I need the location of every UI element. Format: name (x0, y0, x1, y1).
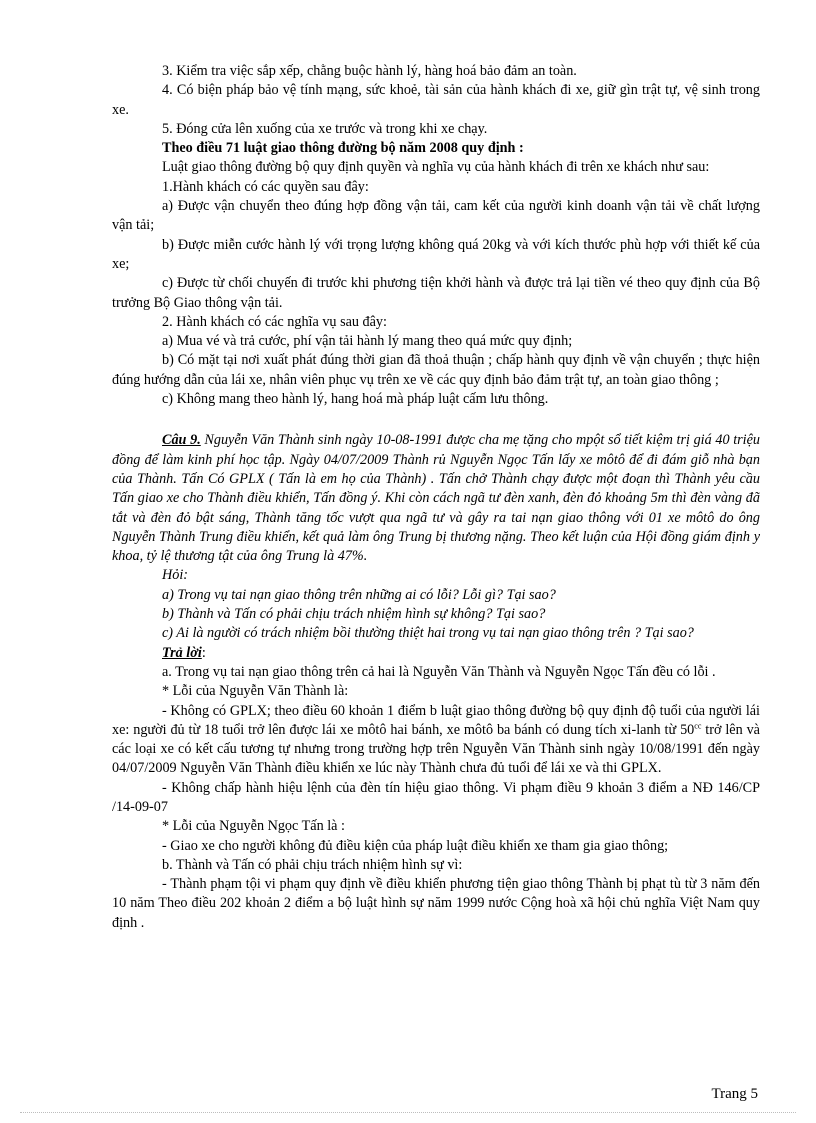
paragraph: 2. Hành khách có các nghĩa vụ sau đây: (162, 313, 387, 330)
superscript: cc (694, 721, 702, 731)
paragraph: b) Được miễn cước hành lý với trọng lượng không quá 20kg và với kích thước phù hợp với thiết kế của xe; (112, 236, 760, 272)
paragraph: a) Mua vé và trả cước, phí vận tải hành lý mang theo quá mức quy định; (162, 333, 573, 350)
section-heading: Theo điều 71 luật giao thông đường bộ năm 2008 quy định : (162, 140, 524, 157)
paragraph: Luật giao thông đường bộ quy định quyền và nghĩa vụ của hành khách đi trên xe khách như sau: (162, 159, 710, 176)
answer-paragraph: - Không chấp hành hiệu lệnh của đèn tín hiệu giao thông. Vi phạm điều 9 khoản 3 điểm a NĐ 146/CP /14-09-07 (112, 779, 760, 815)
question-item: b) Thành và Tấn có phải chịu trách nhiệm hình sự không? Tại sao? (162, 606, 546, 623)
paragraph: 4. Có biện pháp bảo vệ tính mạng, sức khoẻ, tài sản của hành khách đi xe, giữ gìn trật tự, vệ sinh trong xe. (112, 82, 760, 118)
answer-text: - Không có GPLX; theo điều 60 khoản 1 điểm b luật giao thông đường bộ quy định độ tuổi của người lái xe: người đủ từ 18 tuổi trở lên được lái xe môtô hai bánh, xe môtô ba bánh có dung tích xi-lanh từ 50 (112, 702, 760, 738)
answer-label: Trả lời (162, 644, 202, 661)
spacer (112, 409, 760, 431)
paragraph: 3. Kiểm tra việc sắp xếp, chằng buộc hành lý, hàng hoá bảo đảm an toàn. (162, 63, 577, 79)
question-ask-label: Hỏi: (162, 567, 189, 584)
question-item: c) Ai là người có trách nhiệm bồi thường thiệt hai trong vụ tai nạn giao thông trên ? Tại sao? (162, 625, 694, 642)
answer-paragraph (112, 702, 760, 779)
answer-text: trở lên và các loại xe có kết cấu tương tự nhưng trong trường hợp trên Nguyễn Văn Thành sinh ngày 10/08/1991 đến ngày 04/07/2009 Nguyễn Văn Thành điều khiển xe lúc này Thành chưa đủ tuổi để lái xe và thi GPLX. (112, 721, 760, 777)
paragraph: b) Có mặt tại nơi xuất phát đúng thời gian đã thoả thuận ; chấp hành quy định về vận chuyển ; thực hiện đúng hướng dẫn của lái xe, nhân viên phục vụ trên xe về các quy định bảo đảm trật tự, an toàn giao thông ; (112, 352, 760, 388)
answer-heading (112, 644, 760, 663)
paragraph: a) Được vận chuyển theo đúng hợp đồng vận tải, cam kết của người kinh doanh vận tải về chất lượng vận tải; (112, 198, 760, 234)
document-page (112, 62, 760, 933)
paragraph: c) Không mang theo hành lý, hang hoá mà pháp luật cấm lưu thông. (162, 391, 549, 408)
answer-paragraph: a. Trong vụ tai nạn giao thông trên cả hai là Nguyễn Văn Thành và Nguyễn Ngọc Tấn đều có lỗi . (162, 663, 716, 680)
answer-paragraph: * Lỗi của Nguyễn Ngọc Tấn là : (162, 818, 345, 835)
page-number: Trang 5 (711, 1086, 758, 1102)
question-label: Câu 9. (162, 432, 201, 449)
paragraph: c) Được từ chối chuyến đi trước khi phương tiện khởi hành và được trả lại tiền vé theo quy định của Bộ trưởng Bộ Giao thông vận tải. (112, 275, 760, 311)
paragraph: 5. Đóng cửa lên xuống của xe trước và trong khi xe chạy. (162, 120, 488, 137)
answer-paragraph: b. Thành và Tấn có phải chịu trách nhiệm hình sự vì: (162, 856, 463, 873)
answer-paragraph: * Lỗi của Nguyễn Văn Thành là: (162, 683, 349, 700)
question-item: a) Trong vụ tai nạn giao thông trên những ai có lỗi? Lỗi gì? Tại sao? (162, 586, 556, 603)
question-paragraph (112, 431, 760, 566)
answer-paragraph: - Giao xe cho người không đủ điều kiện của pháp luật điều khiển xe tham gia giao thông; (162, 837, 669, 854)
paragraph: 1.Hành khách có các quyền sau đây: (162, 178, 369, 195)
answer-paragraph: - Thành phạm tội vi phạm quy định về điều khiển phương tiện giao thông Thành bị phạt tù từ 3 năm đến 10 năm Theo điều 202 khoản 2 điểm a bộ luật hình sự năm 1999 nước Cộng hoà xã hội chủ nghĩa Việt Nam quy định . (112, 876, 760, 931)
question-text: Nguyễn Văn Thành sinh ngày 10-08-1991 được cha mẹ tặng cho mpột sổ tiết kiệm trị giá 40 triệu đồng để làm kinh phí học tập. Ngày 04/07/2009 Thành rủ Nguyễn Ngọc Tấn lấy xe môtô để đi đám giỗ nhà bạn của Thành. Tấn Có GPLX ( Tấn là em họ của Thành) . Tấn chở Thành chạy được một đoạn thì Thành yêu cầu Tấn giao xe cho Thành điều khiển, Tấn đồng ý. Khi còn cách ngã tư đèn xanh, đèn đỏ khoảng 5m thì đèn vàng đã tắt và đèn đỏ bật sáng, Thành tăng tốc vượt qua ngã tư và gây ra tai nạn giao thông với 01 xe môtô do ông Nguyễn Thành Trung điều khiển, kết quả làm ông Trung bị thương nặng. Theo kết luận của Hội đồng giám định y khoa, tỷ lệ thương tật của ông Trung là 47%. (112, 432, 760, 565)
footer-divider (20, 1112, 796, 1113)
answer-colon: : (201, 644, 206, 661)
